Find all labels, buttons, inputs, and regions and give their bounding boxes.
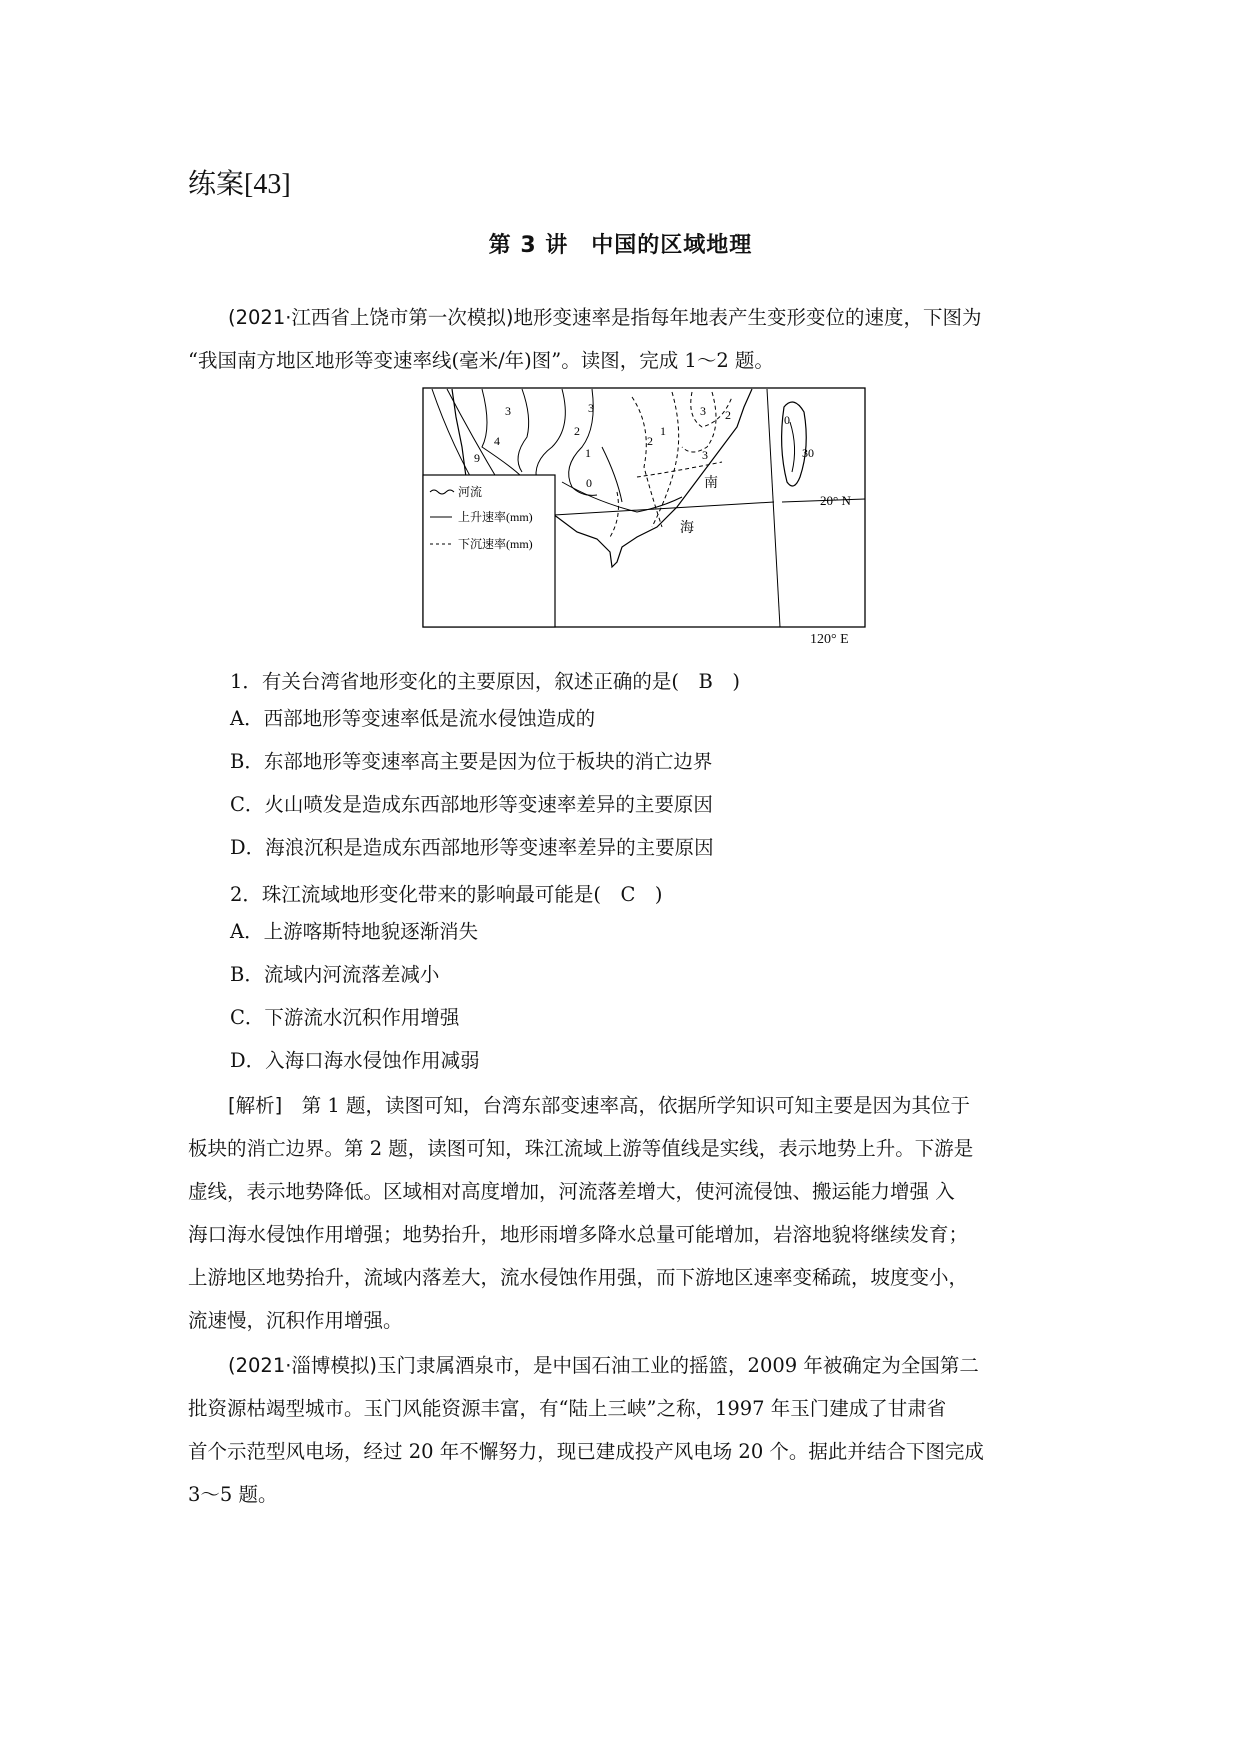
contour-map: [422, 387, 867, 629]
contour-label: 3: [588, 401, 594, 415]
question-1-stem: 1．有关台湾省地形变化的主要原因，叙述正确的是( B ): [230, 670, 740, 693]
contour-label: 2: [725, 408, 731, 422]
question-2-option-d: D．入海口海水侵蚀作用减弱: [230, 1049, 480, 1072]
contour-label: 0: [784, 413, 790, 427]
intro2-source: (2021·淄博模拟): [228, 1354, 378, 1377]
analysis-line: 虚线，表示地势降低。区域相对高度增加，河流落差增大，使河流侵蚀、搬运能力增强 入: [188, 1180, 955, 1203]
contour-label: 3: [505, 404, 511, 418]
intro-line-1: [188, 296, 1058, 339]
contour-label: 9: [474, 451, 480, 465]
contour-map-figure: [422, 387, 867, 633]
intro2-line: 首个示范型风电场，经过 20 年不懈努力，现已建成投产风电场 20 个。据此并结合下图完成: [188, 1440, 984, 1463]
contour-label: 3: [700, 404, 706, 418]
analysis-line: 海口海水侵蚀作用增强；地势抬升，地形雨增多降水总量可能增加，岩溶地貌将继续发育；: [188, 1223, 969, 1246]
contour-label: 2: [574, 424, 580, 438]
legend-river: 河流: [458, 485, 483, 499]
contour-label: 3: [702, 448, 708, 462]
analysis-paragraph: [188, 1084, 1058, 1342]
latitude-label: 20° N: [820, 493, 851, 508]
analysis-line: 板块的消亡边界。第 2 题，读图可知，珠江流域上游等值线是实线，表示地势上升。下游是: [188, 1137, 974, 1160]
contour-label: 0: [586, 476, 592, 490]
intro-paragraph-1: [188, 296, 1058, 382]
intro-source: (2021·江西省上饶市第一次模拟): [228, 306, 514, 329]
analysis-label: [解析]: [228, 1094, 283, 1117]
contour-label: 1: [585, 446, 591, 460]
analysis-line: 流速慢，沉积作用增强。: [188, 1309, 403, 1332]
question-1-option-d: D．海浪沉积是造成东西部地形等变速率差异的主要原因: [230, 836, 714, 859]
longitude-label: 120° E: [810, 632, 849, 647]
question-1-option-c: C．火山喷发是造成东西部地形等变速率差异的主要原因: [230, 793, 713, 816]
legend-uplift: 上升速率(mm): [458, 510, 533, 524]
question-2-option-c: C．下游流水沉积作用增强: [230, 1006, 460, 1029]
lesson-title: 第 3 讲 中国的区域地理: [488, 233, 753, 258]
contour-label: 30: [802, 446, 814, 460]
analysis-line: [解析] 第 1 题，读图可知，台湾东部变速率高，依据所学知识可知主要是因为其位于: [228, 1094, 971, 1117]
intro-line-2: “我国南方地区地形等变速率线(毫米/年)图”。读图，完成 1～2 题。: [188, 349, 774, 372]
intro2-line: 3～5 题。: [188, 1483, 278, 1506]
question-1-option-b: B．东部地形等变速率高主要是因为位于板块的消亡边界: [230, 750, 713, 773]
question-2-option-b: B．流域内河流落差减小: [230, 963, 440, 986]
contour-label: 4: [494, 434, 500, 448]
analysis-line: 上游地区地势抬升，流域内落差大，流水侵蚀作用强，而下游地区速率变稀疏，坡度变小，: [188, 1266, 969, 1289]
intro2-line: (2021·淄博模拟)玉门隶属酒泉市，是中国石油工业的摇篮，2009 年被确定为全国第二: [228, 1354, 979, 1377]
question-2-option-a: A．上游喀斯特地貌逐渐消失: [230, 920, 479, 943]
question-2-stem: 2．珠江流域地形变化带来的影响最可能是( C ): [230, 883, 663, 906]
contour-label: 2: [647, 434, 653, 448]
question-1-option-a: A．西部地形等变速率低是流水侵蚀造成的: [230, 707, 596, 730]
intro2-line: 批资源枯竭型城市。玉门风能资源丰富，有“陆上三峡”之称，1997 年玉门建成了甘肃省: [188, 1397, 947, 1420]
legend-subside: 下沉速率(mm): [458, 537, 533, 551]
intro-paragraph-2: [188, 1344, 1058, 1516]
contour-label: 1: [660, 424, 666, 438]
intro-text-1: 地形变速率是指每年地表产生变形变位的速度，下图为: [513, 306, 982, 329]
sea-label-hai: 海: [680, 521, 694, 536]
sea-label-nan: 南: [704, 476, 718, 491]
page-label: 练案[43]: [188, 169, 291, 200]
